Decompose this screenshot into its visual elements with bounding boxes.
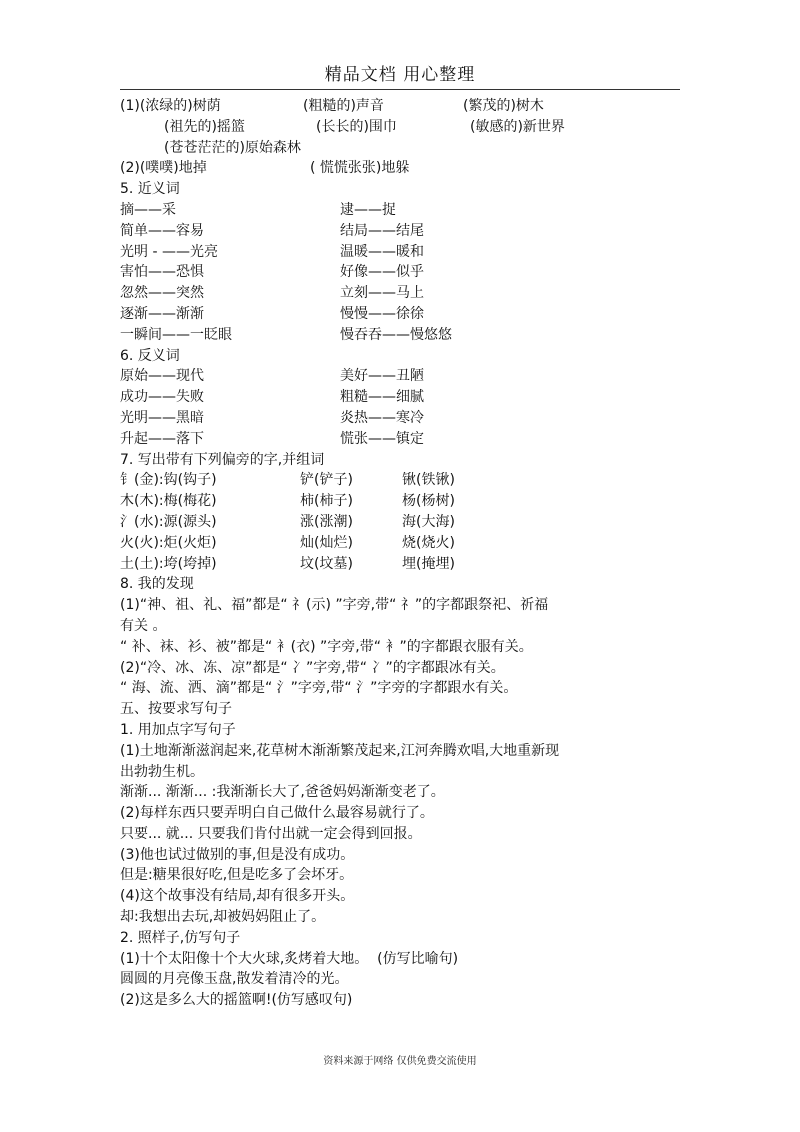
section-heading: 五、按要求写句子 xyxy=(120,701,232,718)
phrase: (敏感的)新世界 xyxy=(470,118,565,135)
antonym-pair: 粗糙——细腻 xyxy=(340,389,424,406)
radical-word: 木(木):梅(梅花) xyxy=(120,493,217,510)
section-heading: 6. 反义词 xyxy=(120,347,180,364)
antonym-pair: 慌张——镇定 xyxy=(340,430,424,447)
text-line: (3)他也试过做别的事,但是没有成功。 xyxy=(120,846,355,863)
radical-word: 涨(涨潮) xyxy=(300,513,353,530)
synonym-pair: 一瞬间——一眨眼 xyxy=(120,326,232,343)
synonym-pair: 慢吞吞——慢悠悠 xyxy=(340,326,452,343)
radical-word: 柿(柿子) xyxy=(300,493,353,510)
synonym-pair: 简单——容易 xyxy=(120,222,204,239)
phrase: (1)(浓绿的)树荫 xyxy=(120,98,221,114)
radical-word: 杨(杨树) xyxy=(402,493,455,510)
page-footer-note: 资料来源于网络 仅供免费交流使用 xyxy=(323,1056,477,1067)
text-line: (1)“神、祖、礼、福”都是“ 礻(示) ”字旁,带“ 礻”的字都跟祭祀、祈福 xyxy=(120,597,549,614)
text-line: 有关 。 xyxy=(120,617,167,634)
phrase: (繁茂的)树木 xyxy=(463,98,544,114)
synonym-pair: 光明 - ——光亮 xyxy=(120,243,218,260)
phrase-row xyxy=(120,96,680,117)
synonym-pair: 好像——似乎 xyxy=(340,264,424,281)
text-line: (2)这是多么大的摇篮啊!(仿写感叹句) xyxy=(120,992,353,1009)
radical-word: 铲(铲子) xyxy=(300,472,353,489)
phrase: (长长的)围巾 xyxy=(316,118,397,135)
radical-word: 火(火):炬(火炬) xyxy=(120,534,217,551)
subsection-heading: 2. 照样子,仿写句子 xyxy=(120,929,241,946)
text-line: 却:我想出去玩,却被妈妈阻止了。 xyxy=(120,909,326,926)
radical-word: 灿(灿烂) xyxy=(300,534,353,551)
radical-word: 锹(铁锹) xyxy=(402,472,455,489)
radical-word: 坟(坟墓) xyxy=(300,555,353,572)
phrase: (粗糙的)声音 xyxy=(303,98,384,114)
text-line: “ 补、袜、衫、被”都是“ 衤(衣) ”字旁,带“ 衤”的字都跟衣服有关。 xyxy=(120,638,533,655)
synonym-pair: 逮——捉 xyxy=(340,201,396,218)
section-heading: 7. 写出带有下列偏旁的字,并组词 xyxy=(120,451,325,468)
radical-word: 钅(金):钩(钩子) xyxy=(120,472,217,489)
synonym-pair: 慢慢——徐徐 xyxy=(340,305,424,322)
radical-word: 烧(烧火) xyxy=(402,534,455,551)
text-line: (1)土地渐渐滋润起来,花草树木渐渐繁茂起来,江河奔腾欢唱,大地重新现 xyxy=(120,742,560,759)
text-line: 圆圆的月亮像玉盘,散发着清冷的光。 xyxy=(120,971,349,988)
radical-word: 埋(掩埋) xyxy=(402,555,455,572)
synonym-pair: 逐渐——渐渐 xyxy=(120,305,204,322)
text-line: 只要... 就... 只要我们肯付出就一定会得到回报。 xyxy=(120,825,422,842)
page-header-title: 精品文档 用心整理 xyxy=(324,65,476,85)
antonym-pair: 成功——失败 xyxy=(120,389,204,406)
text-line: 但是:糖果很好吃,但是吃多了会坏牙。 xyxy=(120,867,354,884)
antonym-pair: 炎热——寒冷 xyxy=(340,409,424,426)
antonym-pair: 光明——黑暗 xyxy=(120,409,204,426)
synonym-pair: 忽然——突然 xyxy=(120,285,204,302)
phrase: (苍苍茫茫的)原始森林 xyxy=(164,139,301,156)
synonym-pair: 摘——采 xyxy=(120,201,176,218)
antonym-pair: 升起——落下 xyxy=(120,430,204,447)
text-line: 渐渐... 渐渐... :我渐渐长大了,爸爸妈妈渐渐变老了。 xyxy=(120,784,445,801)
section-heading: 5. 近义词 xyxy=(120,181,180,198)
subsection-heading: 1. 用加点字写句子 xyxy=(120,721,236,738)
text-line: (2)每样东西只要弄明白自己做什么最容易就行了。 xyxy=(120,805,434,822)
text-line: (1)十个太阳像十个大火球,炙烤着大地。 (仿写比喻句) xyxy=(120,950,459,967)
antonym-pair: 原始——现代 xyxy=(120,368,204,385)
phrase: (2)(噗噗)地掉 xyxy=(120,160,207,177)
section-heading: 8. 我的发现 xyxy=(120,576,194,593)
radical-word: 土(土):垮(垮掉) xyxy=(120,555,217,572)
text-line: 出勃勃生机。 xyxy=(120,763,204,780)
phrase-row xyxy=(120,117,680,138)
text-line: (4)这个故事没有结局,却有很多开头。 xyxy=(120,888,355,905)
header-divider xyxy=(120,89,680,90)
radical-word: 海(大海) xyxy=(402,513,455,530)
phrase: ( 慌慌张张)地躲 xyxy=(310,160,410,177)
synonym-pair: 立刻——马上 xyxy=(340,285,424,302)
phrase-row xyxy=(120,158,680,179)
synonym-pair: 温暖——暖和 xyxy=(340,243,424,260)
antonym-pair: 美好——丑陋 xyxy=(340,368,424,385)
synonym-pair: 结局——结尾 xyxy=(340,222,424,239)
text-line: “ 海、流、洒、滴”都是“ 氵”字旁,带“ 氵”字旁的字都跟水有关。 xyxy=(120,680,518,697)
phrase-row xyxy=(120,138,680,159)
synonym-pair: 害怕——恐惧 xyxy=(120,264,204,281)
phrase: (祖先的)摇篮 xyxy=(164,118,245,135)
text-line: (2)“冷、冰、冻、凉”都是“ 冫”字旁,带“ 冫”的字都跟冰有关。 xyxy=(120,659,505,676)
document-body xyxy=(120,96,680,1011)
radical-word: 氵(水):源(源头) xyxy=(120,513,217,530)
